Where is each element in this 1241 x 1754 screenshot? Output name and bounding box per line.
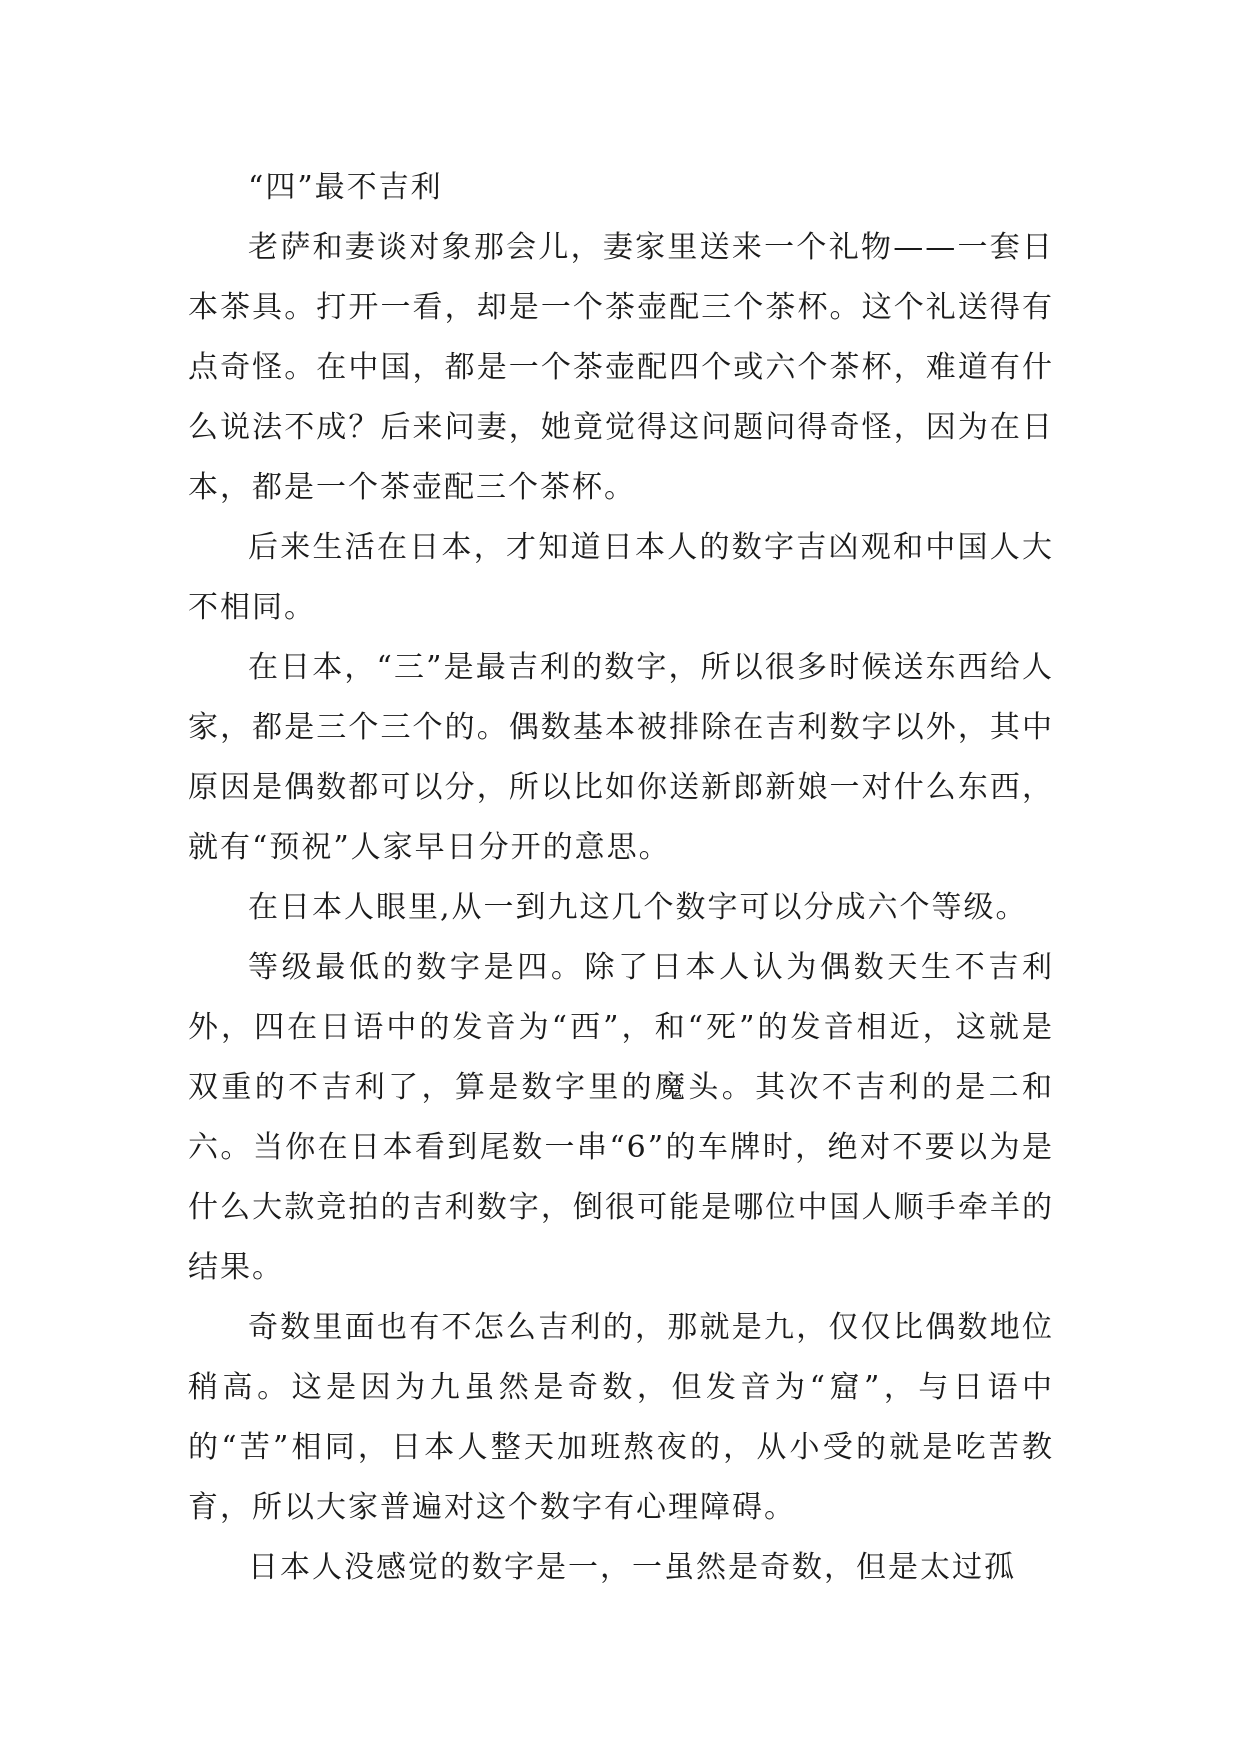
paragraph-six-levels: 在日本人眼里,从一到九这几个数字可以分成六个等级。 bbox=[248, 890, 1028, 925]
paragraph-one: 日本人没感觉的数字是一，一虽然是奇数，但是太过孤 bbox=[248, 1550, 1016, 1585]
paragraph-tea-set: 老萨和妻谈对象那会儿，妻家里送来一个礼物——一套日本茶具。打开一看，却是一个茶壶配三个茶杯。这个礼送得有点奇怪。在中国，都是一个茶壶配四个或六个茶杯，难道有什么说法不成？后来问妻，她竟觉得这问题问得奇怪，因为在日本，都是一个茶壶配三个茶杯。 bbox=[188, 230, 1054, 505]
paragraph-nine: 奇数里面也有不怎么吉利的，那就是九，仅仅比偶数地位稍高。这是因为九虽然是奇数，但发音为“窟”，与日语中的“苦”相同，日本人整天加班熬夜的，从小受的就是吃苦教育，所以大家普遍对这个数字有心理障碍。 bbox=[188, 1310, 1054, 1525]
article-heading: “四”最不吉利 bbox=[248, 170, 443, 205]
article-body bbox=[188, 158, 1054, 1598]
paragraph-four-lowest: 等级最低的数字是四。除了日本人认为偶数天生不吉利外，四在日语中的发音为“西”，和“死”的发音相近，这就是双重的不吉利了，算是数字里的魔头。其次不吉利的是二和六。当你在日本看到尾数一串“6”的车牌时，绝对不要以为是什么大款竞拍的吉利数字，倒很可能是哪位中国人顺手牵羊的结果。 bbox=[188, 950, 1054, 1285]
paragraph-three-lucky: 在日本，“三”是最吉利的数字，所以很多时候送东西给人家，都是三个三个的。偶数基本被排除在吉利数字以外，其中原因是偶数都可以分，所以比如你送新郎新娘一对什么东西，就有“预祝”人家早日分开的意思。 bbox=[188, 650, 1054, 865]
paragraph-number-views: 后来生活在日本，才知道日本人的数字吉凶观和中国人大不相同。 bbox=[188, 530, 1054, 625]
